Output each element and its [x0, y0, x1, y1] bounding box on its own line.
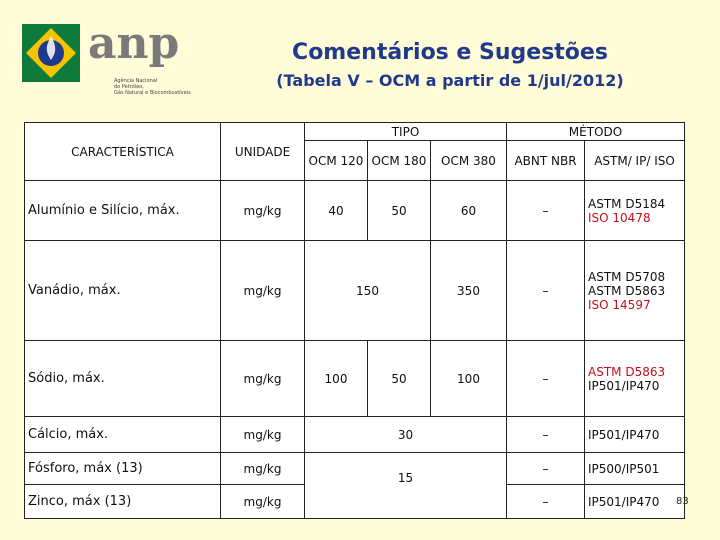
- cell-astm: [585, 485, 685, 519]
- method-line: IP501/IP470: [588, 427, 660, 442]
- specification-table: [24, 122, 685, 519]
- cell-abnt: –: [507, 241, 585, 341]
- anp-logo-subtext: Agência Nacional do Petróleo, Gás Natural e Biocombustíveis: [114, 78, 191, 96]
- header-metodo: MÉTODO: [507, 123, 685, 141]
- header-abnt: ABNT NBR: [507, 141, 585, 181]
- cell-unidade: mg/kg: [221, 417, 305, 453]
- page-number: 83: [676, 496, 689, 507]
- cell-unidade: mg/kg: [221, 341, 305, 417]
- cell-caracteristica: Zinco, máx (13): [25, 485, 221, 519]
- cell-ocm180: 50: [368, 341, 431, 417]
- cell-astm: [585, 181, 685, 241]
- cell-abnt: –: [507, 181, 585, 241]
- method-line: IP500/IP501: [588, 461, 660, 476]
- cell-tipo-all: 15: [305, 453, 507, 519]
- table-row: [25, 181, 685, 241]
- table-row: [25, 453, 685, 485]
- cell-abnt: –: [507, 417, 585, 453]
- table-row: [25, 417, 685, 453]
- cell-abnt: –: [507, 485, 585, 519]
- cell-unidade: mg/kg: [221, 485, 305, 519]
- page-subtitle: (Tabela V – OCM a partir de 1/jul/2012): [276, 71, 624, 90]
- cell-unidade: mg/kg: [221, 453, 305, 485]
- cell-caracteristica: Fósforo, máx (13): [25, 453, 221, 485]
- header-ocm380: OCM 380: [431, 141, 507, 181]
- header-caracteristica: CARACTERÍSTICA: [25, 123, 221, 181]
- cell-caracteristica: Cálcio, máx.: [25, 417, 221, 453]
- method-line: IP501/IP470: [588, 494, 660, 509]
- cell-ocm380: 100: [431, 341, 507, 417]
- cell-tipo-all: 30: [305, 417, 507, 453]
- method-line: IP501/IP470: [588, 378, 660, 393]
- method-line: ISO 10478: [588, 210, 651, 225]
- method-line: ASTM D5184: [588, 196, 666, 211]
- anp-logo: [22, 18, 222, 96]
- title-block: [220, 40, 680, 90]
- cell-abnt: –: [507, 453, 585, 485]
- method-line: ASTM D5863: [588, 283, 666, 298]
- method-line: ASTM D5708: [588, 269, 666, 284]
- page-title: Comentários e Sugestões: [292, 40, 608, 65]
- cell-unidade: mg/kg: [221, 241, 305, 341]
- table-row: [25, 241, 685, 341]
- method-line: ASTM D5863: [588, 364, 666, 379]
- cell-unidade: mg/kg: [221, 181, 305, 241]
- header-unidade: UNIDADE: [221, 123, 305, 181]
- header-ocm120: OCM 120: [305, 141, 368, 181]
- cell-abnt: –: [507, 341, 585, 417]
- header-astm: ASTM/ IP/ ISO: [585, 141, 685, 181]
- cell-ocm380: 60: [431, 181, 507, 241]
- header-row-1: [25, 123, 685, 141]
- cell-ocm180: 50: [368, 181, 431, 241]
- method-line: ISO 14597: [588, 297, 651, 312]
- cell-ocm120: 100: [305, 341, 368, 417]
- cell-astm: [585, 241, 685, 341]
- header-tipo: TIPO: [305, 123, 507, 141]
- cell-astm: [585, 417, 685, 453]
- cell-ocm120-180: 150: [305, 241, 431, 341]
- anp-logo-text: anp: [88, 18, 180, 69]
- cell-caracteristica: Sódio, máx.: [25, 341, 221, 417]
- cell-astm: [585, 341, 685, 417]
- header-ocm180: OCM 180: [368, 141, 431, 181]
- cell-caracteristica: Vanádio, máx.: [25, 241, 221, 341]
- cell-ocm380: 350: [431, 241, 507, 341]
- cell-astm: [585, 453, 685, 485]
- table-row: [25, 341, 685, 417]
- cell-ocm120: 40: [305, 181, 368, 241]
- cell-caracteristica: Alumínio e Silício, máx.: [25, 181, 221, 241]
